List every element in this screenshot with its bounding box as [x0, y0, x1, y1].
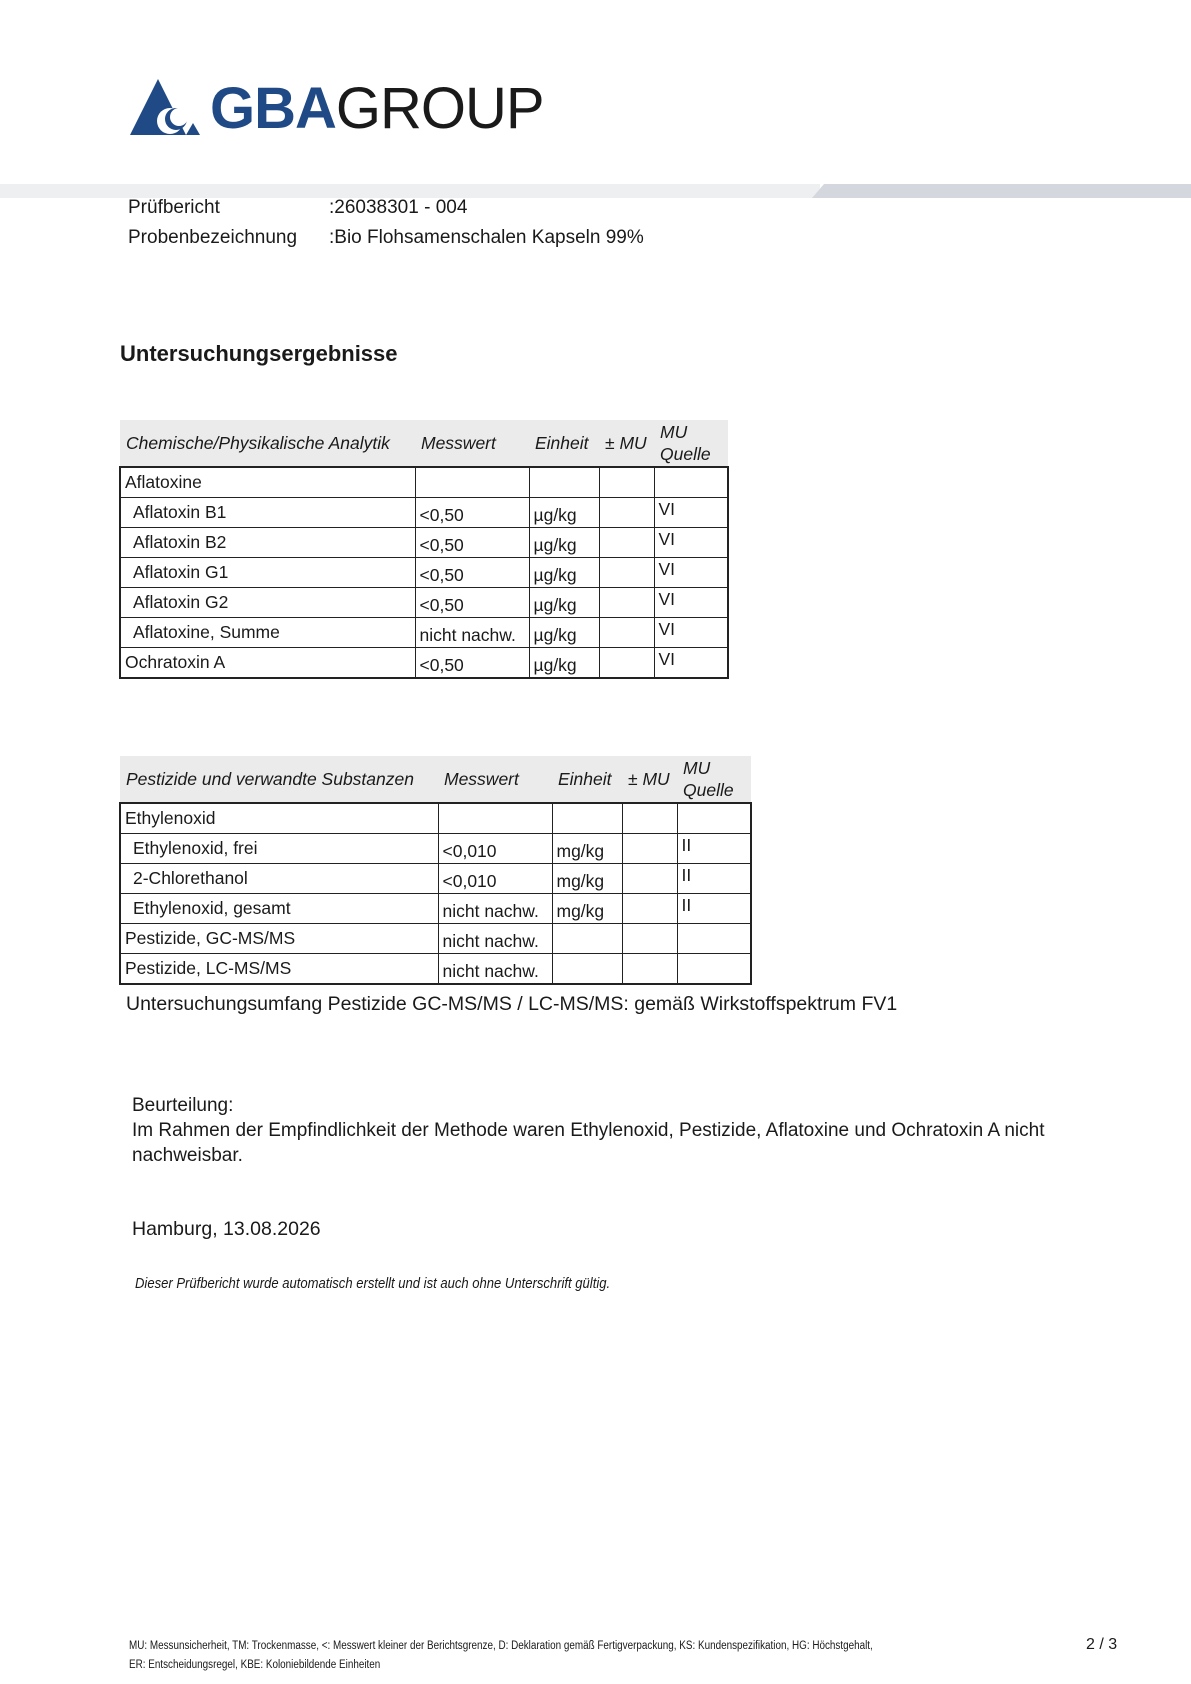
unit: µg/kg — [529, 528, 599, 558]
logo-wordmark — [210, 76, 544, 141]
abbreviations-footnote — [129, 1637, 903, 1675]
column-header-analysis: Pestizide und verwandte Substanzen — [120, 756, 438, 803]
analyte-name: Aflatoxine — [120, 467, 415, 498]
table-row — [120, 864, 751, 894]
signature-disclaimer: Dieser Prüfbericht wurde automatisch erstellt und ist auch ohne Unterschrift gültig. — [135, 1276, 611, 1292]
mu-value — [622, 864, 677, 894]
analyte-name: Ochratoxin A — [120, 648, 415, 679]
mu-source — [654, 467, 728, 498]
mu-value — [622, 894, 677, 924]
analyte-name: Ethylenoxid, frei — [120, 834, 438, 864]
table-row — [120, 803, 751, 834]
table-row — [120, 558, 728, 588]
mu-value — [599, 498, 654, 528]
mu-source: VI — [654, 618, 728, 648]
mu-value — [622, 834, 677, 864]
table-row — [120, 588, 728, 618]
pesticides-table — [119, 756, 752, 985]
unit: mg/kg — [552, 894, 622, 924]
mu-source: VI — [654, 648, 728, 679]
mu-value — [622, 954, 677, 985]
footnote-line2: ER: Entscheidungsregel, KBE: Koloniebildende Einheiten — [129, 1659, 381, 1671]
mu-source: II — [677, 894, 751, 924]
report-number-value: :26038301 - 004 — [329, 197, 468, 218]
sample-name-value: :Bio Flohsamenschalen Kapseln 99% — [329, 227, 644, 248]
unit — [552, 803, 622, 834]
unit — [552, 924, 622, 954]
mu-value — [599, 467, 654, 498]
measured-value: nicht nachw. — [415, 618, 529, 648]
measured-value: <0,50 — [415, 558, 529, 588]
measured-value: <0,50 — [415, 528, 529, 558]
unit: µg/kg — [529, 498, 599, 528]
analyte-name: Pestizide, LC-MS/MS — [120, 954, 438, 985]
mu-header-line1: MU — [660, 422, 688, 442]
mu-value — [622, 803, 677, 834]
analyte-name: Aflatoxin G2 — [120, 588, 415, 618]
table-row — [120, 894, 751, 924]
table-row — [120, 528, 728, 558]
unit: µg/kg — [529, 588, 599, 618]
mu-header-line1: MU — [683, 758, 711, 778]
measured-value: nicht nachw. — [438, 924, 552, 954]
unit: µg/kg — [529, 558, 599, 588]
measured-value: nicht nachw. — [438, 954, 552, 985]
mu-header-line2: Quelle — [683, 780, 734, 800]
analyte-name: Ethylenoxid — [120, 803, 438, 834]
sample-name-label: Probenbezeichnung — [128, 227, 298, 248]
report-number-label: Prüfbericht — [128, 197, 220, 218]
table-row — [120, 618, 728, 648]
unit: µg/kg — [529, 648, 599, 679]
mu-source — [677, 954, 751, 985]
mu-source: VI — [654, 558, 728, 588]
column-header-unit: Einheit — [529, 420, 599, 467]
column-header-value: Messwert — [415, 420, 529, 467]
assessment-text: Im Rahmen der Empfindlichkeit der Methode waren Ethylenoxid, Pestizide, Aflatoxine und Ochratoxin A nicht nachweisbar. — [132, 1120, 1045, 1166]
footnote-line1: MU: Messunsicherheit, TM: Trockenmasse, <: Messwert kleiner der Berichtsgrenze, D: Deklaration gemäß Fertigverpackung, KS: Kundenspezifikation, HG: Höchstgehalt, — [129, 1640, 873, 1652]
analyte-name: Aflatoxin B2 — [120, 528, 415, 558]
mu-value — [599, 588, 654, 618]
measured-value: <0,010 — [438, 834, 552, 864]
assessment-heading: Beurteilung: — [132, 1095, 234, 1116]
unit: mg/kg — [552, 864, 622, 894]
table-row — [120, 467, 728, 498]
table-row — [120, 498, 728, 528]
unit: µg/kg — [529, 618, 599, 648]
column-header-unit: Einheit — [552, 756, 622, 803]
mu-source: VI — [654, 588, 728, 618]
header-band-dark — [812, 184, 1191, 198]
section-title: Untersuchungsergebnisse — [120, 341, 398, 366]
column-header-mu: ± MU — [599, 420, 654, 467]
analyte-name: Aflatoxin B1 — [120, 498, 415, 528]
column-header-analysis: Chemische/Physikalische Analytik — [120, 420, 415, 467]
assessment — [132, 1093, 1092, 1168]
analyte-name: Ethylenoxid, gesamt — [120, 894, 438, 924]
analyte-name: Aflatoxin G1 — [120, 558, 415, 588]
logo-gba-text: GBA — [210, 76, 336, 141]
mu-source — [677, 924, 751, 954]
mu-source: II — [677, 834, 751, 864]
table-row — [120, 834, 751, 864]
unit — [552, 954, 622, 985]
unit: mg/kg — [552, 834, 622, 864]
mu-value — [599, 618, 654, 648]
analyte-name: Pestizide, GC-MS/MS — [120, 924, 438, 954]
analyte-name: 2-Chlorethanol — [120, 864, 438, 894]
chemical-analysis-table — [119, 420, 729, 679]
mu-source: VI — [654, 498, 728, 528]
table-row — [120, 648, 728, 679]
column-header-value: Messwert — [438, 756, 552, 803]
measured-value: <0,50 — [415, 498, 529, 528]
page-number: 2 / 3 — [1086, 1636, 1118, 1653]
mu-value — [599, 648, 654, 679]
mu-value — [599, 558, 654, 588]
column-header-mu-source — [654, 420, 728, 467]
mu-value — [622, 924, 677, 954]
column-header-mu: ± MU — [622, 756, 677, 803]
measured-value: <0,50 — [415, 648, 529, 679]
measured-value: nicht nachw. — [438, 894, 552, 924]
mu-source: II — [677, 864, 751, 894]
table-header-row — [120, 420, 728, 467]
measured-value: <0,010 — [438, 864, 552, 894]
unit — [529, 467, 599, 498]
gba-triangle-logo-icon — [130, 79, 200, 139]
logo-group-text: GROUP — [335, 76, 544, 141]
table-row — [120, 924, 751, 954]
measured-value — [438, 803, 552, 834]
table-row — [120, 954, 751, 985]
measured-value: <0,50 — [415, 588, 529, 618]
company-logo — [130, 74, 544, 144]
column-header-mu-source — [677, 756, 751, 803]
analyte-name: Aflatoxine, Summe — [120, 618, 415, 648]
mu-header-line2: Quelle — [660, 444, 711, 464]
mu-source — [677, 803, 751, 834]
mu-value — [599, 528, 654, 558]
place-date: Hamburg, 13.08.2026 — [132, 1218, 321, 1240]
measured-value — [415, 467, 529, 498]
pesticide-scope-note: Untersuchungsumfang Pestizide GC-MS/MS / LC-MS/MS: gemäß Wirkstoffspektrum FV1 — [126, 993, 898, 1015]
table-header-row — [120, 756, 751, 803]
mu-source: VI — [654, 528, 728, 558]
